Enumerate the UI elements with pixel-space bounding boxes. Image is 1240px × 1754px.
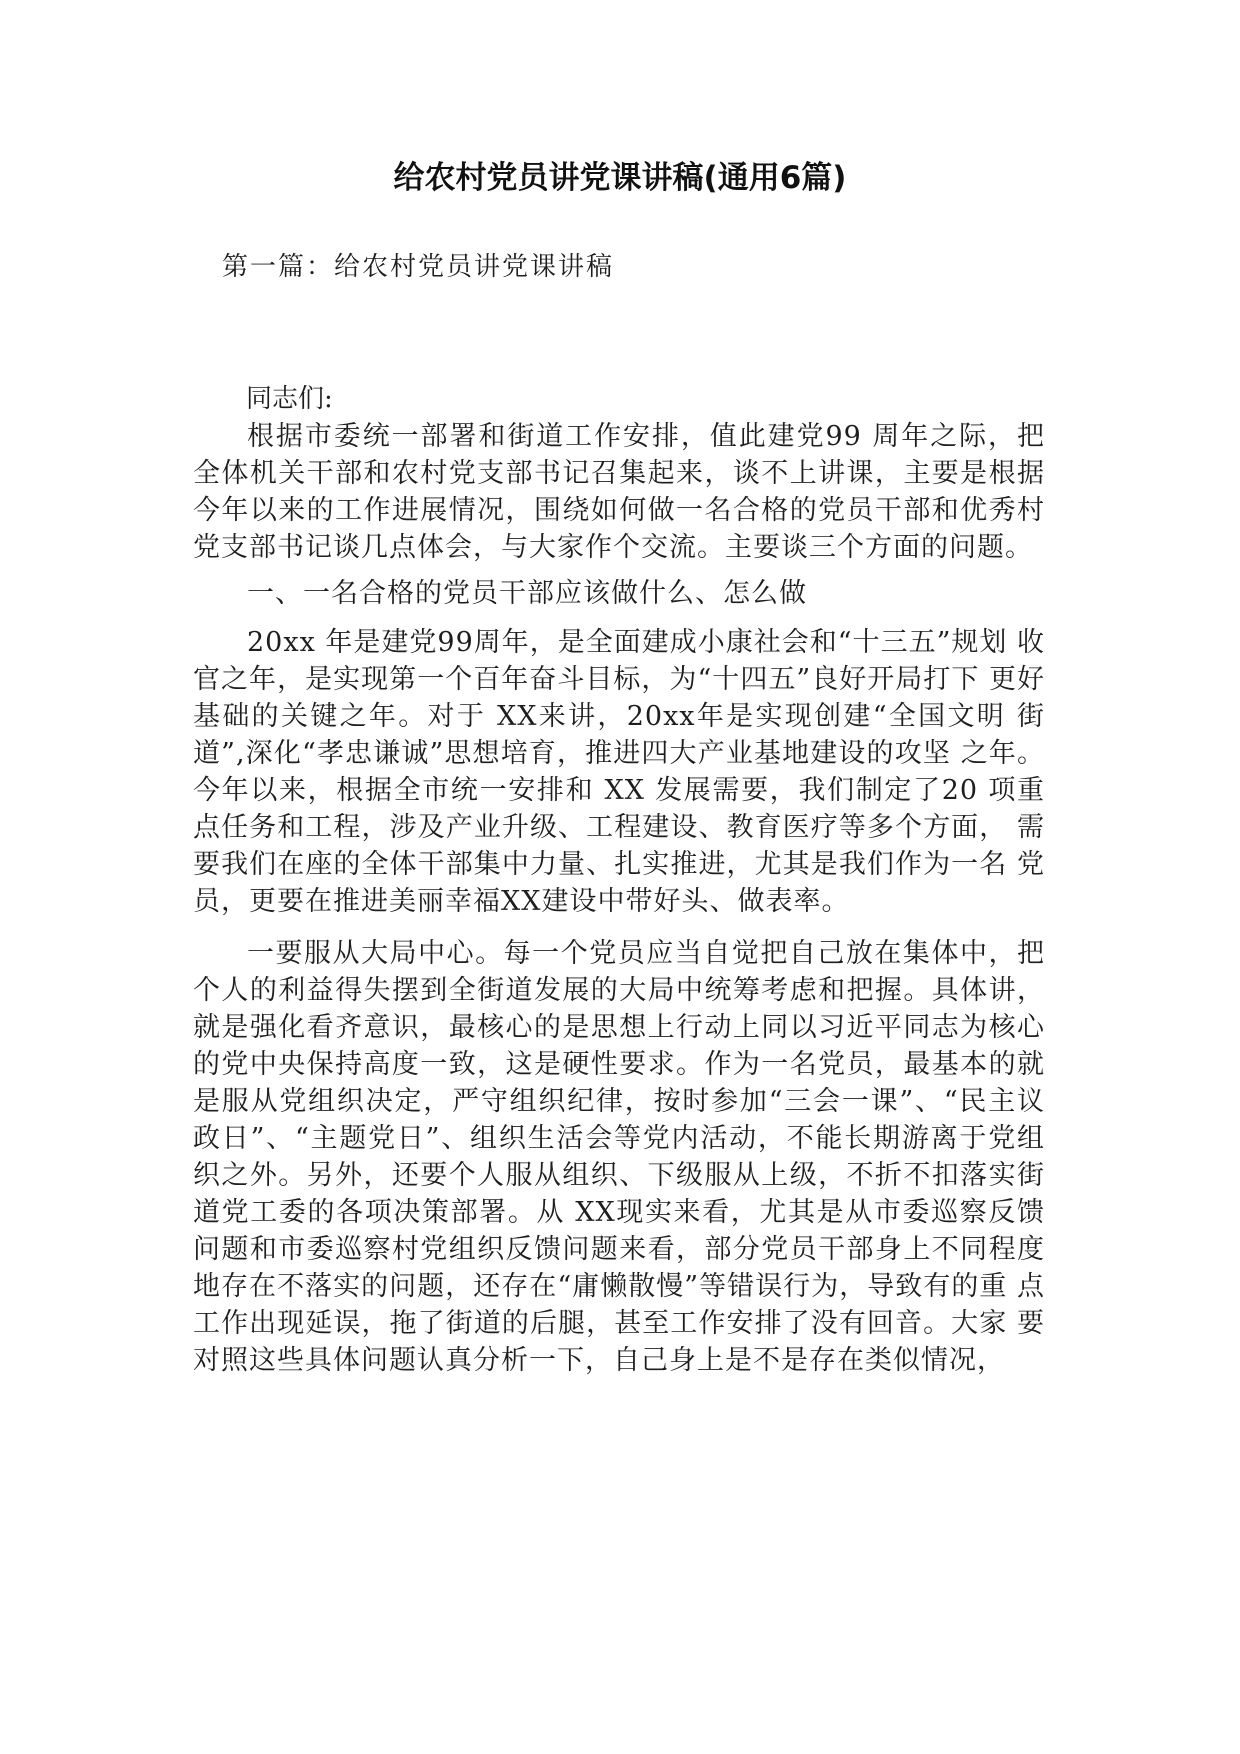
paragraph-intro: 根据市委统一部署和街道工作安排，值此建党99 周年之际，把全体机关干部和农村党支部书记召集起来，谈不上讲课，主要是根据今年以来的工作进展情况，围绕如何做一名合格的党员干部和优秀村党支部书记谈几点体会，与大家作个交流。主要谈三个方面的问题。	[193, 421, 1045, 563]
section-subtitle: 第一篇：给农村党员讲党课讲稿	[222, 252, 615, 282]
document-title: 给农村党员讲党课讲稿(通用6篇)	[393, 160, 847, 196]
section-heading-1: 一、一名合格的党员干部应该做什么、怎么做	[247, 578, 807, 609]
greeting-line: 同志们:	[246, 384, 333, 414]
document-body	[193, 418, 1045, 1379]
paragraph-obey-overall: 一要服从大局中心。每一个党员应当自觉把自己放在集体中，把个人的利益得失摆到全街道发展的大局中统筹考虑和把握。具体讲， 就是强化看齐意识，最核心的是思想上行动上同以习近平同志为核心 的党中央保持高度一致，这是硬性要求。作为一名党员，最基本的就 是服从党组织决定，严守组织纪律，按时参加“三会一课”、“民主议 政日”、“主题党日”、组织生活会等党内活动，不能长期游离于党组 织之外。另外，还要个人服从组织、下级服从上级，不折不扣落实街 道党工委的各项决策部署。从 XX现实来看，尤其是从市委巡察反馈 问题和市委巡察村党组织反馈问题来看，部分党员干部身上不同程度 地存在不落实的问题，还存在“庸懒散慢”等错误行为，导致有的重 点工作出现延误，拖了街道的后腿，甚至工作安排了没有回音。大家 要对照这些具体问题认真分析一下，自己身上是不是存在类似情况，	[193, 938, 1045, 1376]
paragraph-2020: 20xx 年是建党99周年，是全面建成小康社会和“十三五”规划 收官之年，是实现第一个百年奋斗目标，为“十四五”良好开局打下 更好基础的关键之年。对于 XX来讲，20xx年是实现创建“全国文明 街道”,深化“孝忠谦诚”思想培育，推进四大产业基地建设的攻坚 之年。今年以来，根据全市统一安排和 XX 发展需要，我们制定了20 项重点任务和工程，涉及产业升级、工程建设、教育医疗等多个方面， 需要我们在座的全体干部集中力量、扎实推进，尤其是我们作为一名 党员，更要在推进美丽幸福XX建设中带好头、做表率。	[193, 627, 1045, 917]
